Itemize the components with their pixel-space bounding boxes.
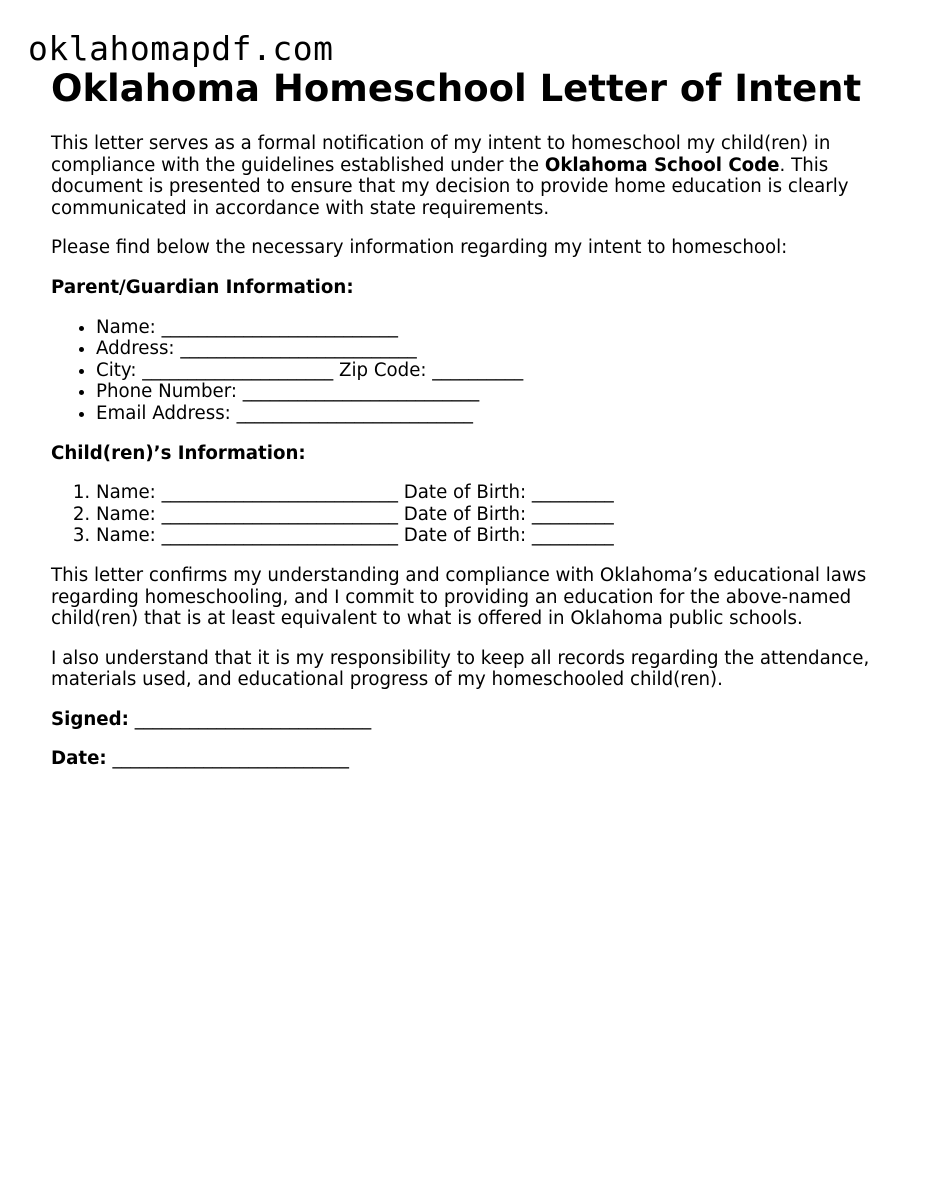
intro-text-before: This letter serves as a formal notification of my intent to homeschool my child(ren) in compliance with the guidelines established under the (51, 133, 831, 176)
document-body (51, 66, 891, 770)
intro-bold-code: Oklahoma School Code (544, 154, 780, 176)
child-2-field: 2. Name: __________________________ Date of Birth: _________ (96, 504, 891, 526)
parent-address-field: • Address: __________________________ (96, 338, 891, 360)
parent-city-zip-field: • City: _____________________ Zip Code: __________ (96, 360, 891, 382)
parent-name-field: • Name: __________________________ (96, 317, 891, 339)
signature-label: Signed: (51, 708, 129, 730)
watermark: oklahomapdf.com (28, 29, 334, 68)
signature-line (51, 709, 891, 731)
records-paragraph: I also understand that it is my responsibility to keep all records regarding the attendance, materials used, and educational progress of my homeschooled child(ren). (51, 647, 870, 691)
children-section-heading: Child(ren)’s Information: (51, 442, 306, 464)
child-3-field: 3. Name: __________________________ Date of Birth: _________ (96, 525, 891, 547)
intro-instruction: Please find below the necessary information regarding my intent to homeschool: (51, 237, 788, 259)
intro-text-after: . This document is presented to ensure that my decision to provide home education is clearly communicated in accordance with state requirements. (51, 154, 849, 219)
parent-section-heading: Parent/Guardian Information: (51, 276, 354, 298)
date-label: Date: (51, 748, 107, 770)
compliance-paragraph: This letter confirms my understanding and compliance with Oklahoma’s educational laws regarding homeschooling, and I commit to providing an education for the above-named child(ren) that is at least equivalent to what is offered in Oklahoma public schools. (51, 564, 867, 630)
parent-phone-field: • Phone Number: __________________________ (96, 381, 891, 403)
date-blank: __________________________ (106, 748, 349, 770)
parent-email-field: • Email Address: __________________________ (96, 403, 891, 425)
intro-paragraph (51, 133, 891, 219)
signature-blank: __________________________ (128, 708, 372, 730)
page-title: Oklahoma Homeschool Letter of Intent (51, 67, 862, 110)
children-fields-list (51, 482, 891, 547)
child-1-field: 1. Name: __________________________ Date of Birth: _________ (96, 482, 891, 504)
date-line (51, 748, 891, 770)
parent-fields-list (51, 317, 891, 425)
